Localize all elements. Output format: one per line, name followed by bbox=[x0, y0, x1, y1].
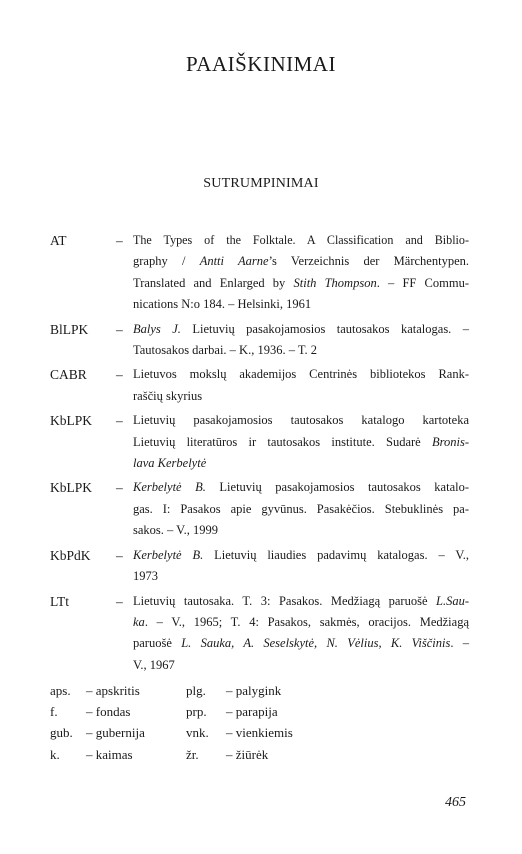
abbreviation: žr. bbox=[186, 746, 199, 762]
entry-description-line bbox=[133, 545, 469, 566]
text: gas. I: Pasakos apie gyvūnus. Pasakėčios. Stebuklinės pa- bbox=[133, 501, 469, 516]
text: ’s Verzeichnis der Märchentypen. bbox=[268, 254, 469, 269]
text: Lietuvos mokslų akademijos Centrinės bibliotekos Rank- bbox=[133, 367, 469, 382]
text: . – FF Commu- bbox=[376, 275, 469, 290]
italic-text: Antti Aarne bbox=[199, 254, 269, 269]
abbreviation-entry bbox=[0, 591, 522, 677]
entry-description-line bbox=[133, 566, 469, 587]
entry-description-line bbox=[133, 410, 469, 431]
entry-description-line bbox=[133, 273, 469, 294]
abbreviation-entry bbox=[0, 410, 522, 474]
abbreviation-entry bbox=[0, 477, 522, 541]
abbreviation-meaning: – vienkiemis bbox=[226, 725, 293, 741]
short-abbreviation-row bbox=[50, 680, 350, 701]
entry-description-line bbox=[133, 591, 469, 612]
abbreviation-meaning: – parapija bbox=[226, 704, 278, 720]
entry-dash: – bbox=[116, 547, 123, 563]
text: sakos. – V., 1999 bbox=[133, 523, 218, 538]
italic-text: Bronis- bbox=[431, 434, 469, 449]
abbreviation-meaning: – žiūrėk bbox=[226, 746, 269, 762]
short-abbreviation-row bbox=[50, 701, 350, 722]
text: Lietuvių liaudies padavimų katalogas. – V., bbox=[203, 547, 470, 562]
entry-abbreviation: KbLPK bbox=[50, 413, 93, 429]
text: V., 1967 bbox=[133, 657, 175, 672]
abbreviation-entry bbox=[0, 319, 522, 362]
abbreviation: prp. bbox=[186, 704, 207, 720]
text: graphy / bbox=[133, 254, 200, 269]
entry-description-line bbox=[133, 230, 469, 251]
text: nications N:o 184. – Helsinki, 1961 bbox=[133, 297, 312, 312]
entry-description-line bbox=[133, 294, 469, 315]
short-abbreviation-table bbox=[50, 680, 350, 765]
entry-description-line bbox=[133, 432, 469, 453]
abbreviation: aps. bbox=[50, 683, 71, 698]
entry-description-line bbox=[133, 477, 469, 498]
abbreviation-meaning: – apskritis bbox=[86, 683, 140, 698]
entry-description-line bbox=[133, 633, 469, 654]
abbreviation: k. bbox=[50, 746, 60, 762]
text: paruošė bbox=[133, 636, 182, 651]
entry-description-line bbox=[133, 499, 469, 520]
abbreviation: f. bbox=[50, 704, 58, 720]
italic-text: Balys J. bbox=[133, 321, 181, 336]
abbreviation: vnk. bbox=[186, 725, 209, 741]
italic-text: ka bbox=[133, 614, 145, 629]
abbreviation-entry bbox=[0, 230, 522, 316]
page-number: 465 bbox=[445, 795, 466, 810]
entry-abbreviation: AT bbox=[50, 233, 67, 248]
italic-text: L.Sau- bbox=[436, 593, 469, 608]
section-title: SUTRUMPINIMAI bbox=[203, 176, 319, 191]
entry-description-line bbox=[133, 251, 469, 272]
entry-dash: – bbox=[116, 413, 123, 429]
entry-description-line bbox=[133, 612, 469, 633]
abbreviation-meaning: – kaimas bbox=[86, 746, 133, 762]
page-title: PAAIŠKINIMAI bbox=[186, 52, 336, 76]
entry-dash: – bbox=[116, 233, 123, 248]
abbreviation-list bbox=[0, 230, 522, 679]
entry-description-line bbox=[133, 386, 469, 407]
italic-text: Kerbelytė B. bbox=[133, 547, 204, 562]
text: The Types of the Folktale. A Classification and Biblio- bbox=[133, 233, 469, 247]
short-abbreviation-row bbox=[50, 722, 350, 743]
entry-abbreviation: KbLPK bbox=[50, 480, 93, 496]
abbreviation-entry bbox=[0, 364, 522, 407]
entry-description-line bbox=[133, 520, 469, 541]
entry-description-line bbox=[133, 453, 469, 474]
entry-dash: – bbox=[116, 367, 123, 383]
text: 1973 bbox=[133, 569, 158, 584]
text: . – bbox=[450, 636, 470, 651]
text: Lietuvių pasakojamosios tautosakos katalogas. – bbox=[180, 321, 470, 336]
abbreviation-entry bbox=[0, 545, 522, 588]
entry-dash: – bbox=[116, 321, 123, 337]
italic-text: lava Kerbelytė bbox=[133, 456, 207, 471]
text: Lietuvių literatūros ir tautosakos institute. Sudarė bbox=[133, 434, 432, 449]
text: Lietuvių tautosaka. T. 3: Pasakos. Medžiagą paruošė bbox=[133, 593, 436, 608]
abbreviation-meaning: – fondas bbox=[86, 704, 131, 720]
abbreviation: plg. bbox=[186, 683, 206, 698]
text: raščių skyrius bbox=[133, 388, 203, 403]
italic-text: Stith Thompson bbox=[293, 275, 377, 290]
entry-description-line bbox=[133, 364, 469, 385]
italic-text: L. Sauka, A. Seselskytė, N. Vėlius, K. Viščinis bbox=[181, 636, 451, 651]
entry-abbreviation: LTt bbox=[50, 593, 70, 609]
abbreviation-meaning: – gubernija bbox=[86, 725, 145, 741]
entry-dash: – bbox=[116, 593, 123, 609]
entry-description-line bbox=[133, 340, 469, 361]
text: Lietuvių pasakojamosios tautosakos katalo- bbox=[205, 480, 469, 495]
text: Tautosakos darbai. – K., 1936. – T. 2 bbox=[133, 343, 318, 358]
abbreviation-meaning: – palygink bbox=[226, 683, 282, 698]
entry-description-line bbox=[133, 655, 469, 676]
entry-dash: – bbox=[116, 480, 123, 496]
entry-abbreviation: KbPdK bbox=[50, 547, 91, 563]
text: . – V., 1965; T. 4: Pasakos, sakmės, oracijos. Medžiagą bbox=[144, 614, 469, 629]
entry-description-line bbox=[133, 319, 469, 340]
text: Translated and Enlarged by bbox=[133, 275, 294, 290]
entry-abbreviation: CABR bbox=[50, 367, 87, 383]
short-abbreviation-row bbox=[50, 744, 350, 765]
entry-abbreviation: BlLPK bbox=[50, 321, 89, 337]
abbreviation: gub. bbox=[50, 725, 73, 741]
italic-text: Kerbelytė B. bbox=[133, 480, 206, 495]
text: Lietuvių pasakojamosios tautosakos katalogo kartoteka bbox=[133, 413, 469, 428]
